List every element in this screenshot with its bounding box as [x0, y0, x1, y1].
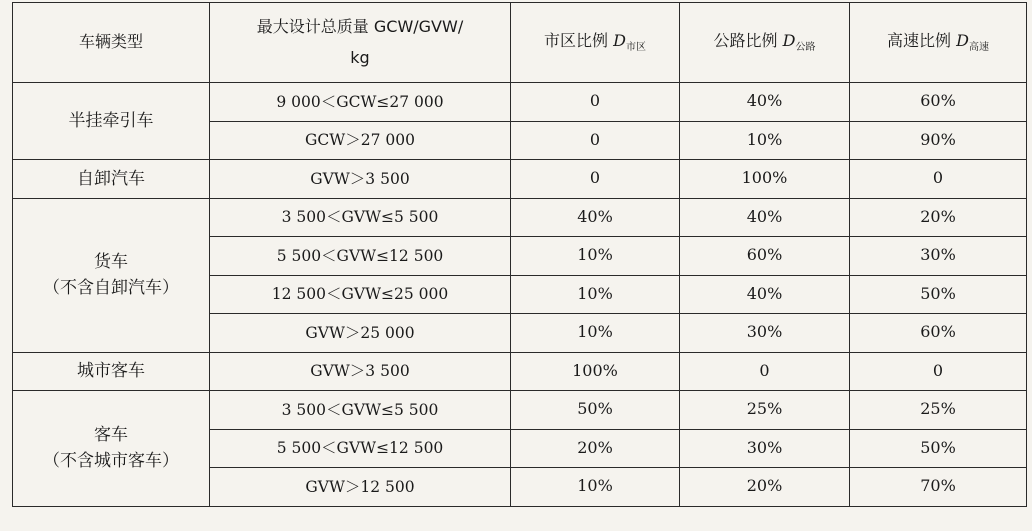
- urban-ratio-cell: 10%: [511, 468, 680, 507]
- mass-range-cell: 3 500＜GVW≤5 500: [210, 391, 511, 430]
- motorway-ratio-cell: 60%: [850, 83, 1027, 122]
- rural-ratio-cell: 100%: [680, 160, 850, 199]
- header-max-mass: [210, 3, 511, 83]
- rural-ratio-cell: 0: [680, 352, 850, 391]
- vehicle-type-cell: [13, 198, 210, 352]
- vehicle-type-label: 自卸汽车: [77, 168, 145, 189]
- mass-range-cell: GVW＞3 500: [210, 352, 511, 391]
- rural-ratio-cell: 30%: [680, 314, 850, 353]
- urban-ratio-cell: 40%: [511, 198, 680, 237]
- rural-ratio-cell: 60%: [680, 237, 850, 276]
- mass-range-cell: GVW＞3 500: [210, 160, 511, 199]
- vehicle-type-label: （不含城市客车）: [43, 451, 179, 472]
- vehicle-type-cell: [13, 352, 210, 391]
- vehicle-type-cell: [13, 391, 210, 507]
- header-rural-ratio: 公路比例 $D_{公路}$: [680, 3, 850, 83]
- motorway-ratio-cell: 30%: [850, 237, 1027, 276]
- header-max-mass-line1: 最大设计总质量 GCW/GVW/: [256, 17, 464, 37]
- rural-ratio-cell: 10%: [680, 121, 850, 160]
- rural-ratio-cell: 25%: [680, 391, 850, 430]
- rural-ratio-cell: 20%: [680, 468, 850, 507]
- header-max-mass-line2: kg: [350, 47, 370, 67]
- motorway-ratio-cell: 90%: [850, 121, 1027, 160]
- table-row: [13, 352, 1027, 391]
- mass-range-cell: 5 500＜GVW≤12 500: [210, 237, 511, 276]
- mass-range-cell: 3 500＜GVW≤5 500: [210, 198, 511, 237]
- vehicle-type-label: （不含自卸汽车）: [43, 278, 179, 298]
- vehicle-type-label: 客车: [94, 424, 128, 445]
- table-body: [13, 83, 1027, 507]
- vehicle-type-label: 城市客车: [77, 361, 145, 382]
- motorway-ratio-cell: 70%: [850, 468, 1027, 507]
- urban-ratio-cell: 10%: [511, 237, 680, 276]
- vehicle-type-label: 半挂牵引车: [68, 110, 154, 131]
- urban-ratio-cell: 100%: [511, 352, 680, 391]
- urban-ratio-cell: 20%: [511, 429, 680, 468]
- header-motorway-ratio: 高速比例 $D_{高速}$: [850, 3, 1027, 83]
- motorway-ratio-cell: 50%: [850, 429, 1027, 468]
- motorway-ratio-cell: 0: [850, 352, 1027, 391]
- vehicle-type-label: 货车: [94, 251, 128, 272]
- rural-ratio-cell: 40%: [680, 198, 850, 237]
- table-row: [13, 198, 1027, 237]
- urban-ratio-cell: 10%: [511, 275, 680, 314]
- urban-ratio-cell: 0: [511, 121, 680, 160]
- mass-range-cell: GVW＞12 500: [210, 468, 511, 507]
- rural-ratio-cell: 40%: [680, 275, 850, 314]
- table-row: [13, 391, 1027, 430]
- mass-range-cell: 9 000＜GCW≤27 000: [210, 83, 511, 122]
- mass-range-cell: 5 500＜GVW≤12 500: [210, 429, 511, 468]
- vehicle-type-cell: [13, 83, 210, 160]
- mass-range-cell: 12 500＜GVW≤25 000: [210, 275, 511, 314]
- rural-ratio-cell: 40%: [680, 83, 850, 122]
- urban-ratio-cell: 50%: [511, 391, 680, 430]
- motorway-ratio-cell: 50%: [850, 275, 1027, 314]
- urban-ratio-cell: 0: [511, 83, 680, 122]
- table-row: [13, 160, 1027, 199]
- header-urban-ratio: 市区比例 $D_{市区}$: [511, 3, 680, 83]
- table-row: [13, 83, 1027, 122]
- motorway-ratio-cell: 0: [850, 160, 1027, 199]
- table-header-row: [13, 3, 1027, 83]
- rural-ratio-cell: 30%: [680, 429, 850, 468]
- urban-ratio-cell: 10%: [511, 314, 680, 353]
- mass-range-cell: GCW＞27 000: [210, 121, 511, 160]
- mass-range-cell: GVW＞25 000: [210, 314, 511, 353]
- vehicle-type-cell: [13, 160, 210, 199]
- motorway-ratio-cell: 25%: [850, 391, 1027, 430]
- motorway-ratio-cell: 20%: [850, 198, 1027, 237]
- header-vehicle-type: 车辆类型: [13, 3, 210, 83]
- motorway-ratio-cell: 60%: [850, 314, 1027, 353]
- urban-ratio-cell: 0: [511, 160, 680, 199]
- driving-ratio-table: [12, 2, 1027, 507]
